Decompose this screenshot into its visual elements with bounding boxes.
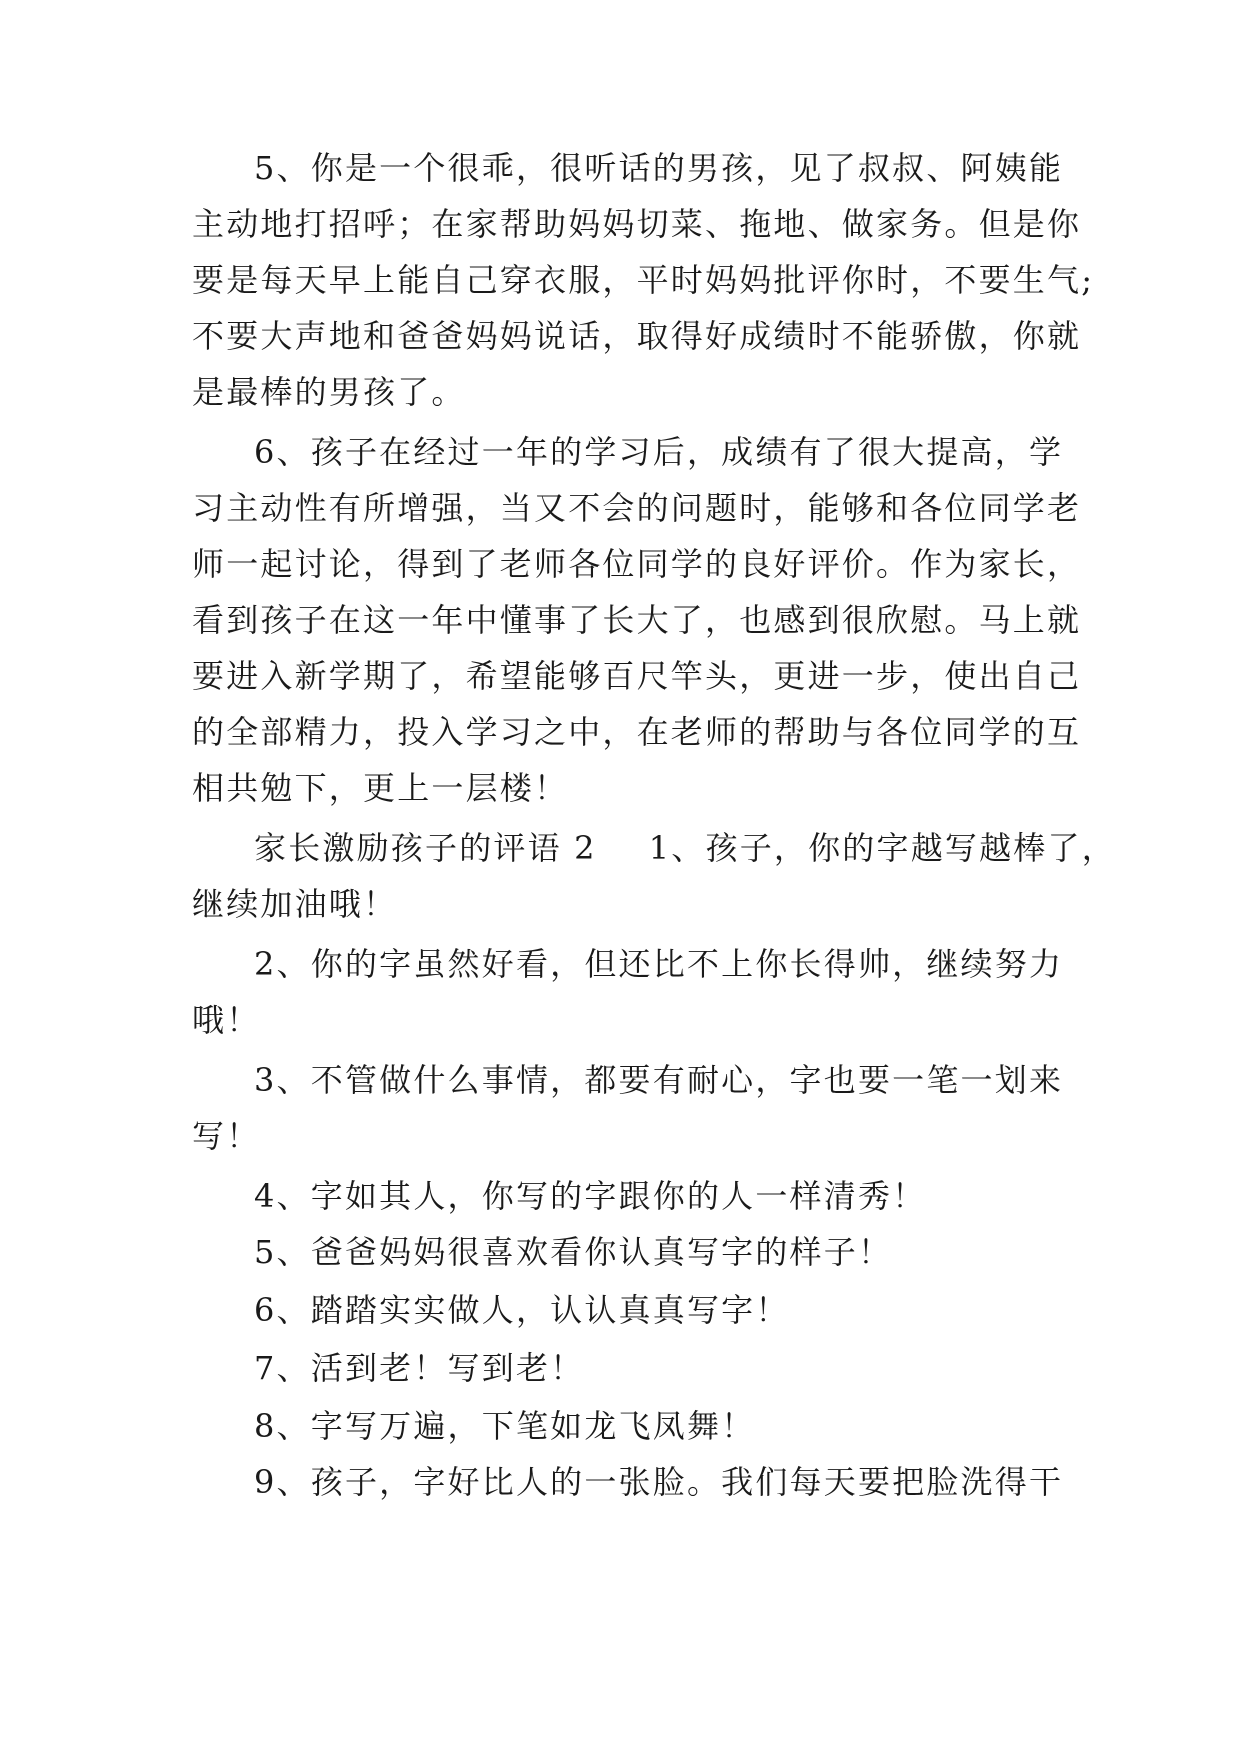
paragraph-line: 习主动性有所增强，当又不会的问题时，能够和各位同学老 xyxy=(192,489,1082,527)
paragraph-line: 相共勉下，更上一层楼！ xyxy=(192,769,569,807)
paragraph-line: 不要大声地和爸爸妈妈说话，取得好成绩时不能骄傲，你就 xyxy=(192,317,1082,355)
paragraph-line: 的全部精力，投入学习之中，在老师的帮助与各位同学的互 xyxy=(192,713,1082,751)
paragraph-line: 3、不管做什么事情，都要有耐心，字也要一笔一划来 xyxy=(254,1061,1064,1099)
paragraph-line: 师一起讨论，得到了老师各位同学的良好评价。作为家长， xyxy=(192,545,1082,583)
paragraph-line: 是最棒的男孩了。 xyxy=(192,373,466,411)
paragraph-line: 9、孩子，字好比人的一张脸。我们每天要把脸洗得干 xyxy=(254,1463,1064,1501)
paragraph-line: 6、踏踏实实做人，认认真真写字！ xyxy=(254,1291,790,1329)
paragraph-line: 6、孩子在经过一年的学习后，成绩有了很大提高，学 xyxy=(254,433,1064,471)
paragraph-line: 5、爸爸妈妈很喜欢看你认真写字的样子！ xyxy=(254,1233,893,1271)
paragraph-line: 继续加油哦！ xyxy=(192,885,398,923)
paragraph-text: 1、孩子，你的字越写越棒了， xyxy=(648,829,1116,867)
paragraph-line: 要是每天早上能自己穿衣服，平时妈妈批评你时，不要生气; xyxy=(192,261,1095,299)
paragraph-line: 5、你是一个很乖，很听话的男孩，见了叔叔、阿姨能 xyxy=(254,149,1064,187)
paragraph-line: 哦！ xyxy=(192,1001,261,1039)
section-heading-line xyxy=(254,828,1116,868)
paragraph-line: 8、字写万遍，下笔如龙飞凤舞！ xyxy=(254,1407,756,1445)
paragraph-line: 7、活到老！写到老！ xyxy=(254,1349,585,1387)
paragraph-line: 4、字如其人，你写的字跟你的人一样清秀！ xyxy=(254,1177,927,1215)
paragraph-line: 要进入新学期了，希望能够百尺竿头，更进一步，使出自己 xyxy=(192,657,1082,695)
paragraph-line: 主动地打招呼；在家帮助妈妈切菜、拖地、做家务。但是你 xyxy=(192,205,1082,243)
paragraph-line: 写！ xyxy=(192,1117,261,1155)
paragraph-line: 2、你的字虽然好看，但还比不上你长得帅，继续努力 xyxy=(254,945,1064,983)
paragraph-line: 看到孩子在这一年中懂事了长大了，也感到很欣慰。马上就 xyxy=(192,601,1082,639)
section-heading: 家长激励孩子的评语 2 xyxy=(254,829,597,867)
